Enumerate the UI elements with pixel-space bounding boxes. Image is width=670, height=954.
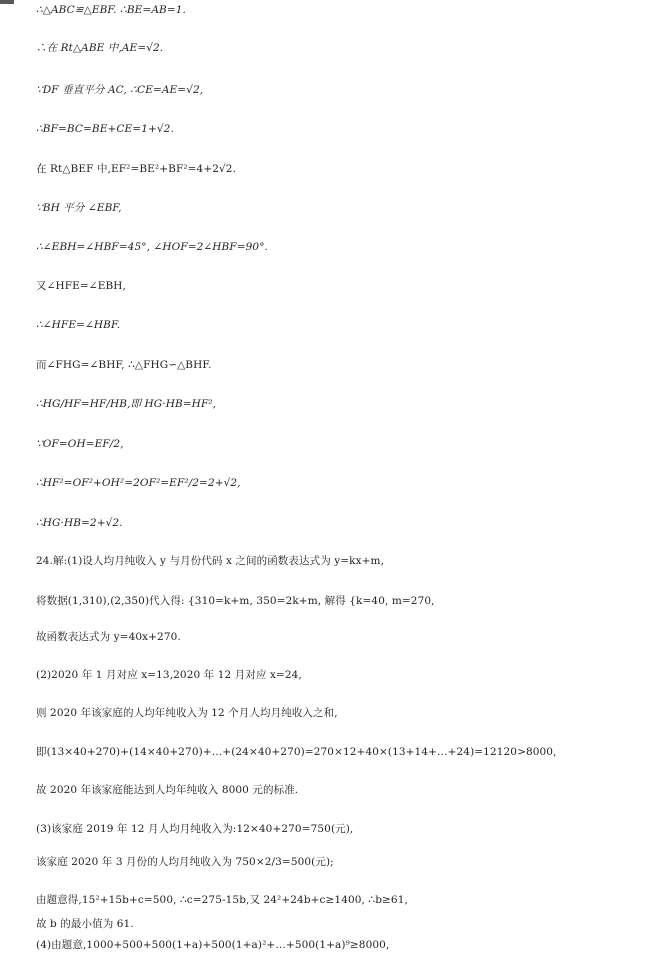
solution-line: ∴BF=BC=BE+CE=1+√2. — [36, 123, 174, 135]
solution-line: 将数据(1,310),(2,350)代入得: {310=k+m, 350=2k+m, 解得 {k=40, m=270, — [36, 595, 435, 607]
solution-line: 故函数表达式为 y=40x+270. — [36, 631, 181, 643]
solution-line: 又∠HFE=∠EBH, — [36, 280, 126, 292]
solution-line: 故 2020 年该家庭能达到人均年纯收入 8000 元的标准. — [36, 784, 299, 796]
solution-line: ∵BH 平分 ∠EBF, — [36, 202, 122, 214]
solution-line: ∴在 Rt△ABE 中,AE=√2. — [36, 42, 164, 54]
solution-line: 该家庭 2020 年 3 月份的人均月纯收入为 750×2/3=500(元); — [36, 856, 334, 868]
solution-line: ∴HG·HB=2+√2. — [36, 517, 123, 529]
solution-line: 则 2020 年该家庭的人均年纯收入为 12 个月人均月纯收入之和, — [36, 707, 338, 719]
solution-line: ∴∠HFE=∠HBF. — [36, 319, 121, 331]
solution-line: 即(13×40+270)+(14×40+270)+…+(24×40+270)=270×12+40×(13+14+…+24)=12120>8000, — [36, 746, 557, 758]
solution-line: ∴∠EBH=∠HBF=45°, ∠HOF=2∠HBF=90°. — [36, 241, 268, 253]
solution-line: 而∠FHG=∠BHF, ∴△FHG∽△BHF. — [36, 359, 212, 371]
solution-line: ∵OF=OH=EF/2, — [36, 438, 124, 450]
solution-line: (2)2020 年 1 月对应 x=13,2020 年 12 月对应 x=24, — [36, 669, 302, 681]
solution-line: (3)该家庭 2019 年 12 月人均月纯收入为:12×40+270=750(元), — [36, 823, 354, 835]
solution-line: ∵DF 垂直平分 AC, ∴CE=AE=√2, — [36, 84, 204, 96]
solution-line: 24.解:(1)设人均月纯收入 y 与月份代码 x 之间的函数表达式为 y=kx+m, — [36, 555, 385, 567]
solution-line: 由题意得,15²+15b+c=500, ∴c=275-15b,又 24²+24b+c≥1400, ∴b≥61, — [36, 894, 408, 906]
solution-line: 故 b 的最小值为 61. — [36, 918, 134, 930]
solution-line: (4)由题意,1000+500+500(1+a)+500(1+a)²+…+500(1+a)⁹≥8000, — [36, 939, 390, 951]
solution-line: ∴HG/HF=HF/HB,即 HG·HB=HF², — [36, 398, 217, 410]
solution-line: ∴HF²=OF²+OH²=2OF²=EF²/2=2+√2, — [36, 477, 241, 489]
solution-line: ∴△ABC≌△EBF. ∴BE=AB=1. — [36, 4, 186, 16]
solution-line: 在 Rt△BEF 中,EF²=BE²+BF²=4+2√2. — [36, 163, 237, 175]
